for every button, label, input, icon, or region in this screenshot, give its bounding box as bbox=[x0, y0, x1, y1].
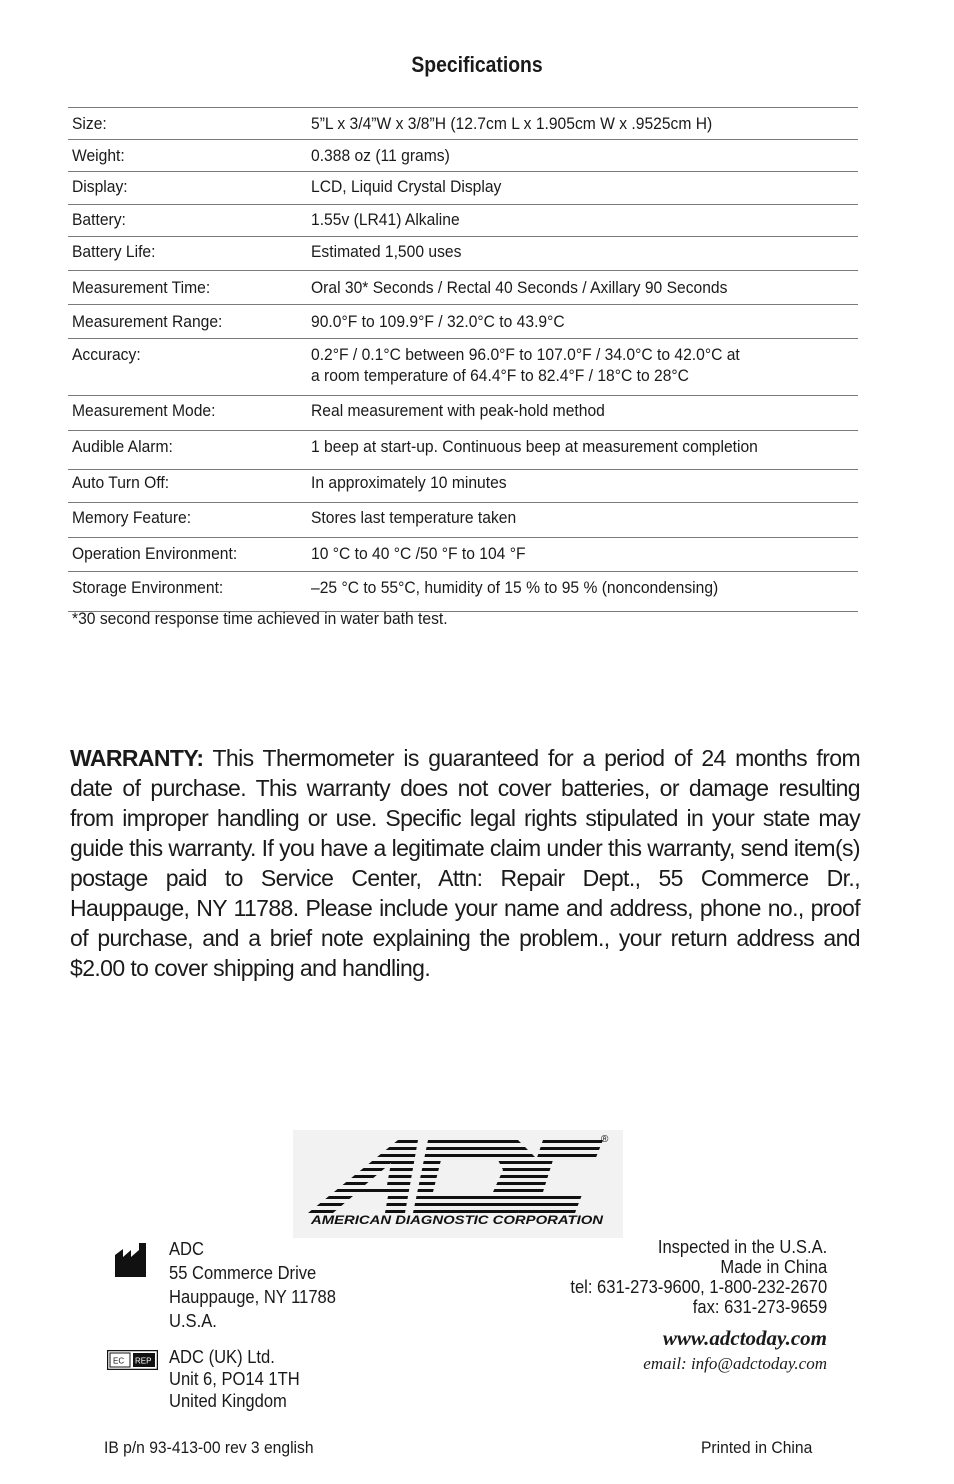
address-line: Hauppauge, NY 11788 bbox=[169, 1287, 336, 1307]
warranty-label: WARRANTY: bbox=[70, 745, 204, 771]
manufacturer-address bbox=[169, 1237, 351, 1333]
address-line: 55 Commerce Drive bbox=[169, 1263, 317, 1283]
spec-label: Measurement Time: bbox=[72, 278, 211, 297]
spec-label: Auto Turn Off: bbox=[72, 473, 170, 492]
specifications-table bbox=[68, 107, 858, 612]
ec-rep-address bbox=[169, 1346, 311, 1412]
spec-label: Display: bbox=[72, 177, 128, 196]
rep-label: REP bbox=[135, 1356, 152, 1366]
contact-info bbox=[548, 1237, 827, 1317]
address-line: United Kingdom bbox=[169, 1391, 287, 1411]
fax-text: fax: 631-273-9659 bbox=[692, 1297, 827, 1317]
telephone-text: tel: 631-273-9600, 1-800-232-2670 bbox=[570, 1277, 827, 1297]
spec-value: Oral 30* Seconds / Rectal 40 Seconds / Axillary 90 Seconds bbox=[311, 278, 728, 297]
spec-value: Stores last temperature taken bbox=[311, 508, 517, 527]
spec-label: Battery Life: bbox=[72, 242, 156, 261]
warranty-paragraph bbox=[70, 743, 860, 983]
spec-value: 90.0°F to 109.9°F / 32.0°C to 43.9°C bbox=[311, 312, 565, 331]
spec-row-storage-environment bbox=[68, 572, 858, 612]
spec-row-battery bbox=[68, 205, 858, 237]
address-line: U.S.A. bbox=[169, 1311, 217, 1331]
spec-row-size bbox=[68, 108, 858, 140]
spec-row-audible-alarm bbox=[68, 431, 858, 470]
ec-label: EC bbox=[113, 1356, 125, 1366]
spec-label: Size: bbox=[72, 114, 107, 133]
address-line: ADC bbox=[169, 1239, 204, 1259]
spec-label: Weight: bbox=[72, 146, 125, 165]
email-link[interactable]: email: info@adctoday.com bbox=[643, 1354, 827, 1373]
spec-value: In approximately 10 minutes bbox=[311, 473, 507, 492]
warranty-text: This Thermometer is guaranteed for a period of 24 months from date of purchase. This warranty does not cover batteries, or damage resulting from improper handling or use. Specific legal rights stipulated in your state may guide this warranty. If you have a legitimate claim under this warranty, send item(s) postage paid to Service Center, Attn: Repair Dept., 55 Commerce Dr., Hauppauge, NY 11788. Please include your name and address, phone no., proof of purchase, and a brief note explaining the problem., your return address and $2.00 to cover shipping and handling. bbox=[70, 745, 861, 981]
spec-value: 5”L x 3/4”W x 3/8”H (12.7cm L x 1.905cm W x .9525cm H) bbox=[311, 114, 713, 133]
spec-label: Accuracy: bbox=[72, 345, 141, 364]
spec-label: Audible Alarm: bbox=[72, 437, 173, 456]
made-in-text: Made in China bbox=[720, 1257, 827, 1277]
spec-row-display bbox=[68, 172, 858, 205]
address-line: ADC (UK) Ltd. bbox=[169, 1347, 275, 1367]
logo-company-name: AMERICAN DIAGNOSTIC CORPORATION bbox=[309, 1215, 604, 1227]
spec-label: Measurement Range: bbox=[72, 312, 223, 331]
spec-label: Storage Environment: bbox=[72, 578, 224, 597]
spec-row-measurement-range bbox=[68, 305, 858, 339]
adc-logo bbox=[293, 1130, 623, 1238]
spec-row-accuracy bbox=[68, 339, 858, 396]
ec-rep-icon bbox=[107, 1350, 158, 1370]
spec-row-battery-life bbox=[68, 237, 858, 271]
spec-value: LCD, Liquid Crystal Display bbox=[311, 177, 502, 196]
spec-row-memory-feature bbox=[68, 503, 858, 538]
spec-value: 1.55v (LR41) Alkaline bbox=[311, 210, 460, 229]
website-link[interactable]: www.adctoday.com bbox=[662, 1326, 827, 1350]
specifications-heading: Specifications bbox=[411, 52, 543, 77]
spec-row-auto-turn-off bbox=[68, 470, 858, 503]
spec-value: –25 °C to 55°C, humidity of 15 % to 95 % (noncondensing) bbox=[311, 578, 719, 597]
printed-in: Printed in China bbox=[701, 1438, 813, 1457]
spec-footnote: *30 second response time achieved in water bath test. bbox=[72, 609, 448, 628]
manufacturer-factory-icon bbox=[113, 1241, 149, 1279]
spec-label: Battery: bbox=[72, 210, 126, 229]
spec-row-measurement-mode bbox=[68, 396, 858, 431]
spec-value: 0.388 oz (11 grams) bbox=[311, 146, 450, 165]
spec-value: Estimated 1,500 uses bbox=[311, 242, 462, 261]
spec-label: Memory Feature: bbox=[72, 508, 192, 527]
spec-label: Operation Environment: bbox=[72, 544, 238, 563]
spec-row-operation-environment bbox=[68, 538, 858, 572]
spec-row-weight bbox=[68, 140, 858, 172]
spec-value: 0.2°F / 0.1°C between 96.0°F to 107.0°F / 34.0°C to 42.0°C at a room temperature of 64.4°F to 82.4°F / 18°C to 28°C bbox=[311, 345, 740, 385]
spec-row-measurement-time bbox=[68, 271, 858, 305]
spec-value: Real measurement with peak-hold method bbox=[311, 401, 605, 420]
part-number: IB p/n 93-413-00 rev 3 english bbox=[104, 1438, 314, 1457]
logo-registered-mark: ® bbox=[601, 1134, 609, 1145]
address-line: Unit 6, PO14 1TH bbox=[169, 1369, 300, 1389]
inspected-text: Inspected in the U.S.A. bbox=[657, 1237, 827, 1257]
spec-value: 1 beep at start-up. Continuous beep at measurement completion bbox=[311, 437, 758, 456]
spec-label: Measurement Mode: bbox=[72, 401, 216, 420]
spec-value: 10 °C to 40 °C /50 °F to 104 °F bbox=[311, 544, 526, 563]
